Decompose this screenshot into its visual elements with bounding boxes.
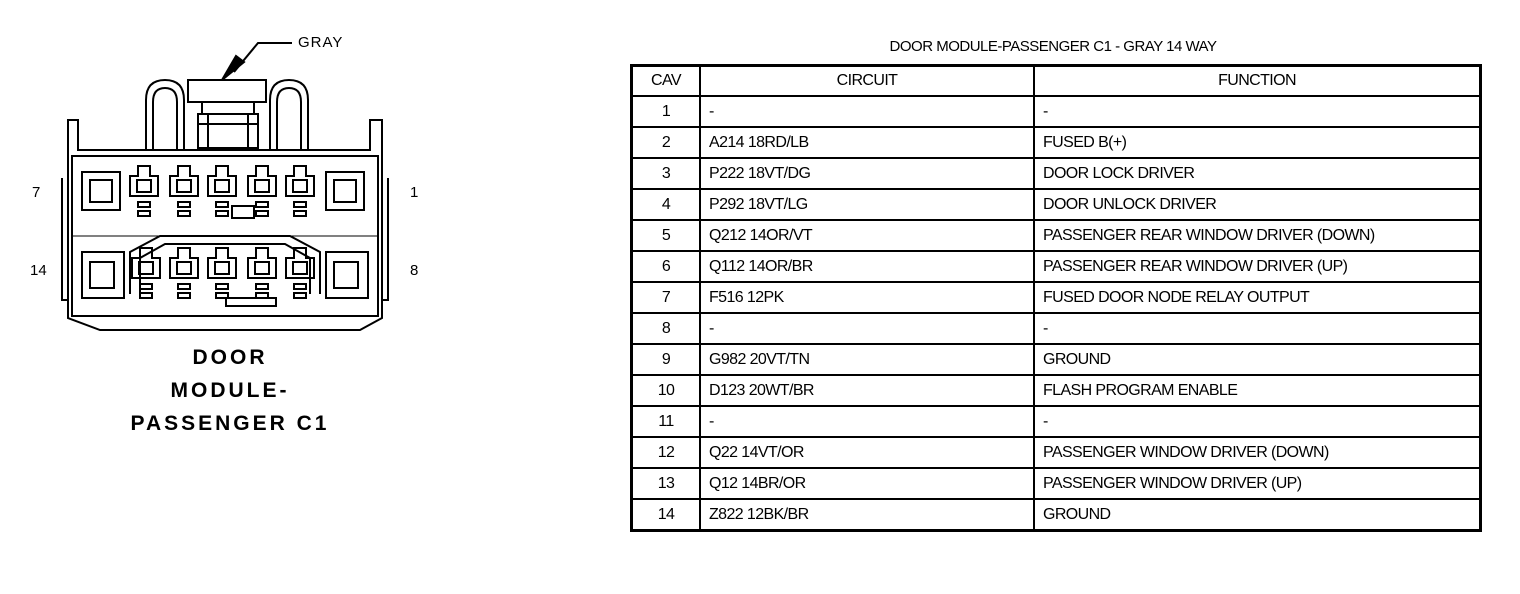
circuit-cell: A214 18RD/LB xyxy=(700,127,1034,158)
cav-cell: 1 xyxy=(632,96,701,127)
function-cell: FUSED B(+) xyxy=(1034,127,1481,158)
table-row xyxy=(632,189,1481,220)
circuit-cell: Z822 12BK/BR xyxy=(700,499,1034,531)
cav-cell: 2 xyxy=(632,127,701,158)
circuit-cell: P222 18VT/DG xyxy=(700,158,1034,189)
cav-cell: 7 xyxy=(632,282,701,313)
table-row xyxy=(632,344,1481,375)
function-cell: - xyxy=(1034,313,1481,344)
function-cell: GROUND xyxy=(1034,344,1481,375)
callout-leader xyxy=(234,43,292,72)
table-row xyxy=(632,282,1481,313)
cav-cell: 4 xyxy=(632,189,701,220)
table-header-row xyxy=(632,66,1481,97)
circuit-cell: Q212 14OR/VT xyxy=(700,220,1034,251)
table-title: DOOR MODULE-PASSENGER C1 - GRAY 14 WAY xyxy=(889,38,1217,55)
pin-label-bottom-right: 8 xyxy=(410,262,419,279)
function-cell: PASSENGER REAR WINDOW DRIVER (DOWN) xyxy=(1034,220,1481,251)
table-row xyxy=(632,96,1481,127)
pin-label-top-left: 7 xyxy=(32,184,41,201)
table-row xyxy=(632,220,1481,251)
header-function: FUNCTION xyxy=(1034,66,1481,97)
latch-cap xyxy=(188,80,266,102)
connector-drawing xyxy=(0,0,560,594)
table-row xyxy=(632,499,1481,531)
cav-cell: 14 xyxy=(632,499,701,531)
circuit-cell: Q12 14BR/OR xyxy=(700,468,1034,499)
cav-cell: 6 xyxy=(632,251,701,282)
function-cell: PASSENGER REAR WINDOW DRIVER (UP) xyxy=(1034,251,1481,282)
circuit-cell: F516 12PK xyxy=(700,282,1034,313)
pin-label-top-right: 1 xyxy=(410,184,419,201)
table-row xyxy=(632,468,1481,499)
table-row xyxy=(632,406,1481,437)
function-cell: - xyxy=(1034,406,1481,437)
circuit-cell: G982 20VT/TN xyxy=(700,344,1034,375)
pin-label-bottom-left: 14 xyxy=(30,262,47,279)
table-row xyxy=(632,127,1481,158)
function-cell: DOOR LOCK DRIVER xyxy=(1034,158,1481,189)
cav-cell: 9 xyxy=(632,344,701,375)
cav-cell: 8 xyxy=(632,313,701,344)
lower-cavity-row xyxy=(82,236,368,306)
cav-cell: 11 xyxy=(632,406,701,437)
header-cav: CAV xyxy=(632,66,701,97)
cav-cell: 3 xyxy=(632,158,701,189)
connector-caption-line-2: MODULE- xyxy=(170,379,290,402)
pinout-table xyxy=(630,64,1482,532)
upper-cavity-row xyxy=(82,166,364,216)
header-circuit: CIRCUIT xyxy=(700,66,1034,97)
connector-caption-line-3: PASSENGER C1 xyxy=(130,412,330,435)
cav-cell: 13 xyxy=(632,468,701,499)
color-callout: GRAY xyxy=(298,34,344,51)
table-row xyxy=(632,251,1481,282)
circuit-cell: D123 20WT/BR xyxy=(700,375,1034,406)
connector-diagram xyxy=(0,0,560,594)
cav-cell: 10 xyxy=(632,375,701,406)
cav-cell: 12 xyxy=(632,437,701,468)
table-row xyxy=(632,158,1481,189)
table-row xyxy=(632,437,1481,468)
function-cell: - xyxy=(1034,96,1481,127)
latch-left-loop xyxy=(146,80,184,150)
function-cell: GROUND xyxy=(1034,499,1481,531)
function-cell: PASSENGER WINDOW DRIVER (UP) xyxy=(1034,468,1481,499)
circuit-cell: P292 18VT/LG xyxy=(700,189,1034,220)
function-cell: PASSENGER WINDOW DRIVER (DOWN) xyxy=(1034,437,1481,468)
function-cell: FLASH PROGRAM ENABLE xyxy=(1034,375,1481,406)
circuit-cell: Q112 14OR/BR xyxy=(700,251,1034,282)
table-row xyxy=(632,313,1481,344)
function-cell: DOOR UNLOCK DRIVER xyxy=(1034,189,1481,220)
circuit-cell: - xyxy=(700,406,1034,437)
function-cell: FUSED DOOR NODE RELAY OUTPUT xyxy=(1034,282,1481,313)
circuit-cell: - xyxy=(700,96,1034,127)
callout-arrowhead xyxy=(222,56,244,80)
connector-caption-line-1: DOOR xyxy=(192,346,268,369)
circuit-cell: - xyxy=(700,313,1034,344)
latch-right-loop xyxy=(270,80,308,150)
cav-cell: 5 xyxy=(632,220,701,251)
circuit-cell: Q22 14VT/OR xyxy=(700,437,1034,468)
table-row xyxy=(632,375,1481,406)
